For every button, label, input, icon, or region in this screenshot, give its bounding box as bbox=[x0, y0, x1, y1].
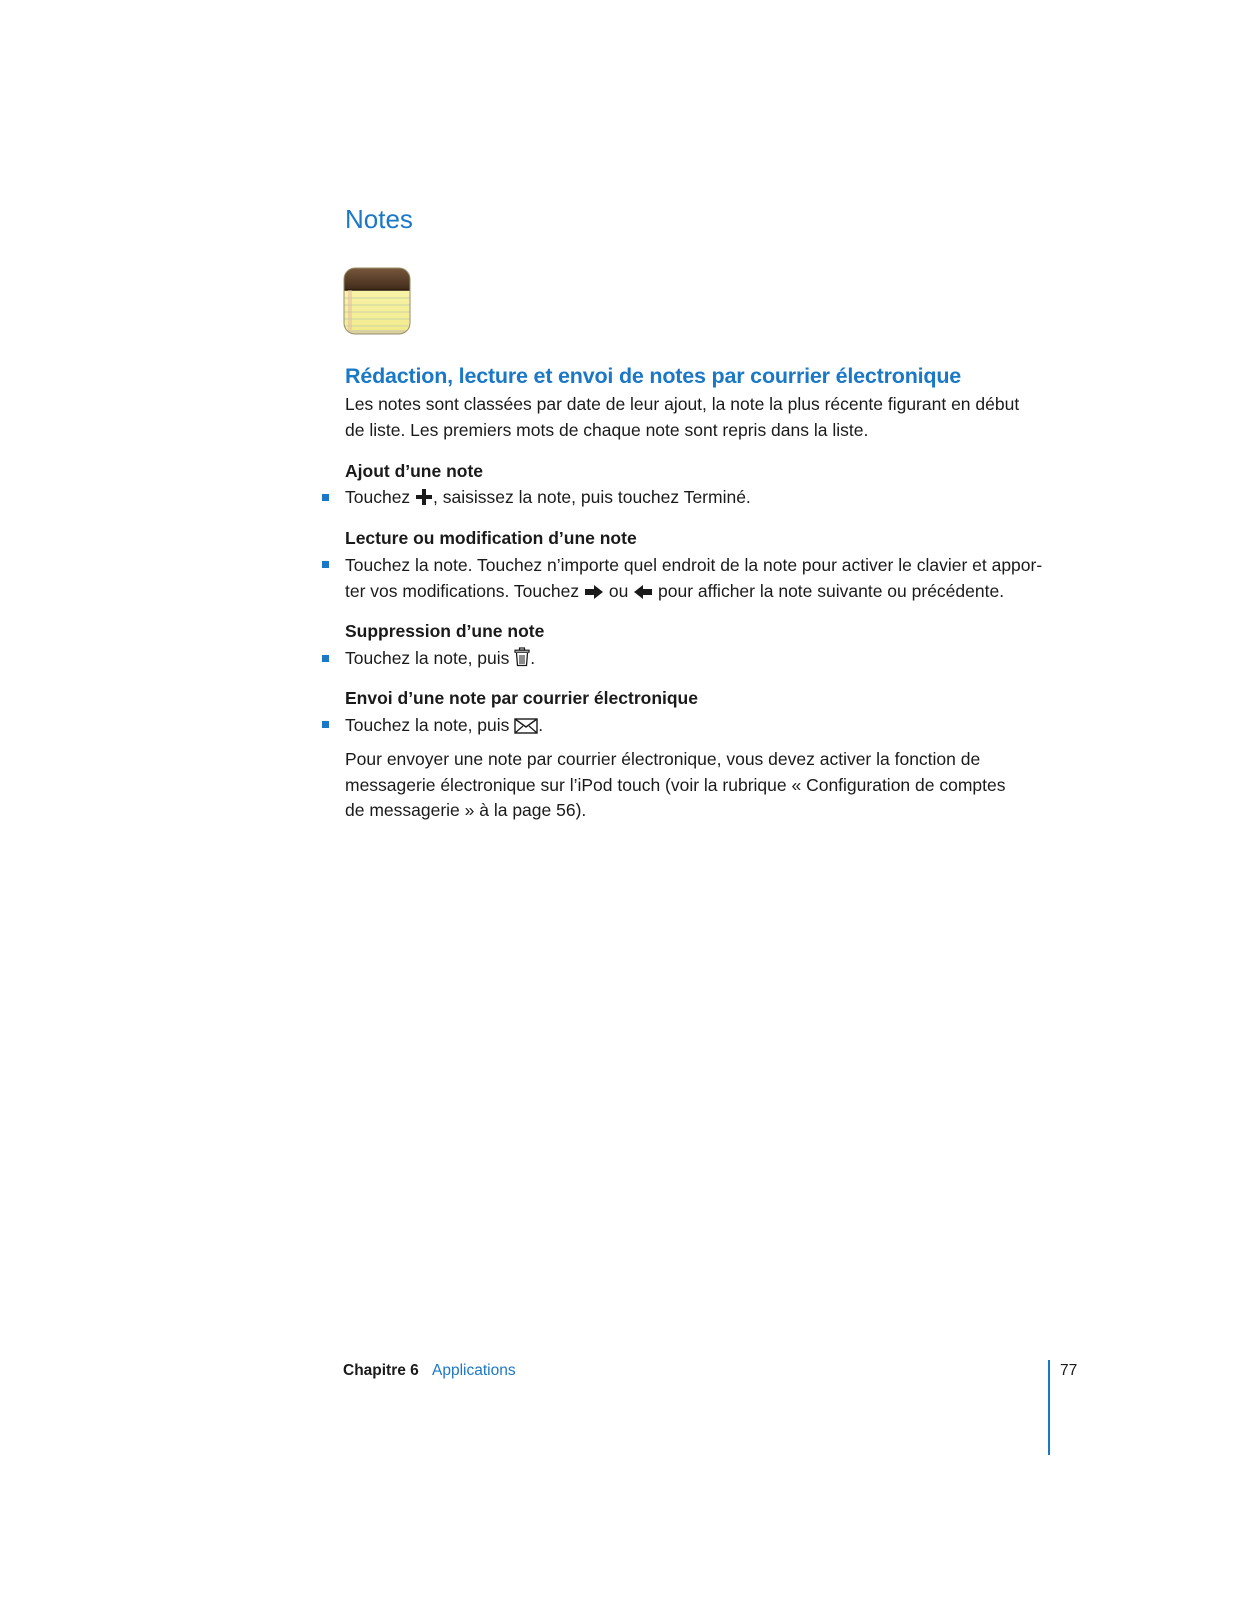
section-heading: Rédaction, lecture et envoi de notes par courrier électronique bbox=[345, 364, 962, 388]
add-note-heading: Ajout d’une note bbox=[345, 461, 484, 481]
email-note-heading: Envoi d’une note par courrier électronique bbox=[345, 688, 698, 708]
bullet-text: . bbox=[538, 715, 544, 735]
bullet-marker bbox=[322, 494, 329, 501]
read-note-heading: Lecture ou modification d’une note bbox=[345, 528, 637, 548]
delete-note-heading: Suppression d’une note bbox=[345, 621, 545, 641]
bullet-text: Touchez bbox=[345, 487, 416, 507]
trash-icon bbox=[514, 647, 530, 675]
plus-icon bbox=[415, 488, 433, 514]
footer-section: Applications bbox=[432, 1362, 516, 1379]
bullet-text: , saisissez la note, puis touchez Terminé. bbox=[433, 487, 751, 507]
add-note-bullet bbox=[345, 485, 1045, 514]
email-note-bullet bbox=[345, 713, 1045, 742]
bullet-text: . bbox=[530, 648, 536, 668]
page-title: Notes bbox=[345, 204, 413, 234]
bullet-text: Touchez la note. Touchez n’importe quel endroit de la note pour activer le clavier et appor- bbox=[345, 555, 1043, 575]
paragraph-line: de messagerie » à la page 56). bbox=[345, 800, 587, 820]
intro-line: de liste. Les premiers mots de chaque note sont repris dans la liste. bbox=[345, 419, 869, 440]
bullet-marker bbox=[322, 721, 329, 728]
email-note-paragraph bbox=[345, 747, 1045, 824]
bullet-text: Touchez la note, puis bbox=[345, 715, 515, 735]
bullet-text: Touchez la note, puis bbox=[345, 648, 515, 668]
read-note-bullet bbox=[345, 553, 1045, 607]
bullet-text: ter vos modifications. Touchez bbox=[345, 580, 584, 601]
notes-app-icon bbox=[343, 267, 411, 335]
paragraph-line: Pour envoyer une note par courrier électronique, vous devez activer la fonction de bbox=[345, 749, 981, 769]
footer-rule bbox=[1048, 1360, 1050, 1455]
left-arrow-icon bbox=[633, 582, 653, 608]
intro-line: Les notes sont classées par date de leur ajout, la note la plus récente figurant en début bbox=[345, 394, 1020, 414]
footer-chapter: Chapitre 6 bbox=[343, 1362, 419, 1379]
page-number: 77 bbox=[1060, 1362, 1078, 1379]
paragraph-line: messagerie électronique sur l’iPod touch (voir la rubrique « Configuration de comptes bbox=[345, 774, 1006, 795]
bullet-marker bbox=[322, 561, 329, 568]
bullet-marker bbox=[322, 655, 329, 662]
right-arrow-icon bbox=[584, 582, 604, 608]
envelope-icon bbox=[514, 716, 538, 742]
intro-paragraph bbox=[345, 392, 1045, 443]
delete-note-bullet bbox=[345, 646, 1045, 675]
bullet-text: ou bbox=[603, 580, 634, 601]
bullet-text: pour afficher la note suivante ou précédente. bbox=[653, 580, 1005, 601]
